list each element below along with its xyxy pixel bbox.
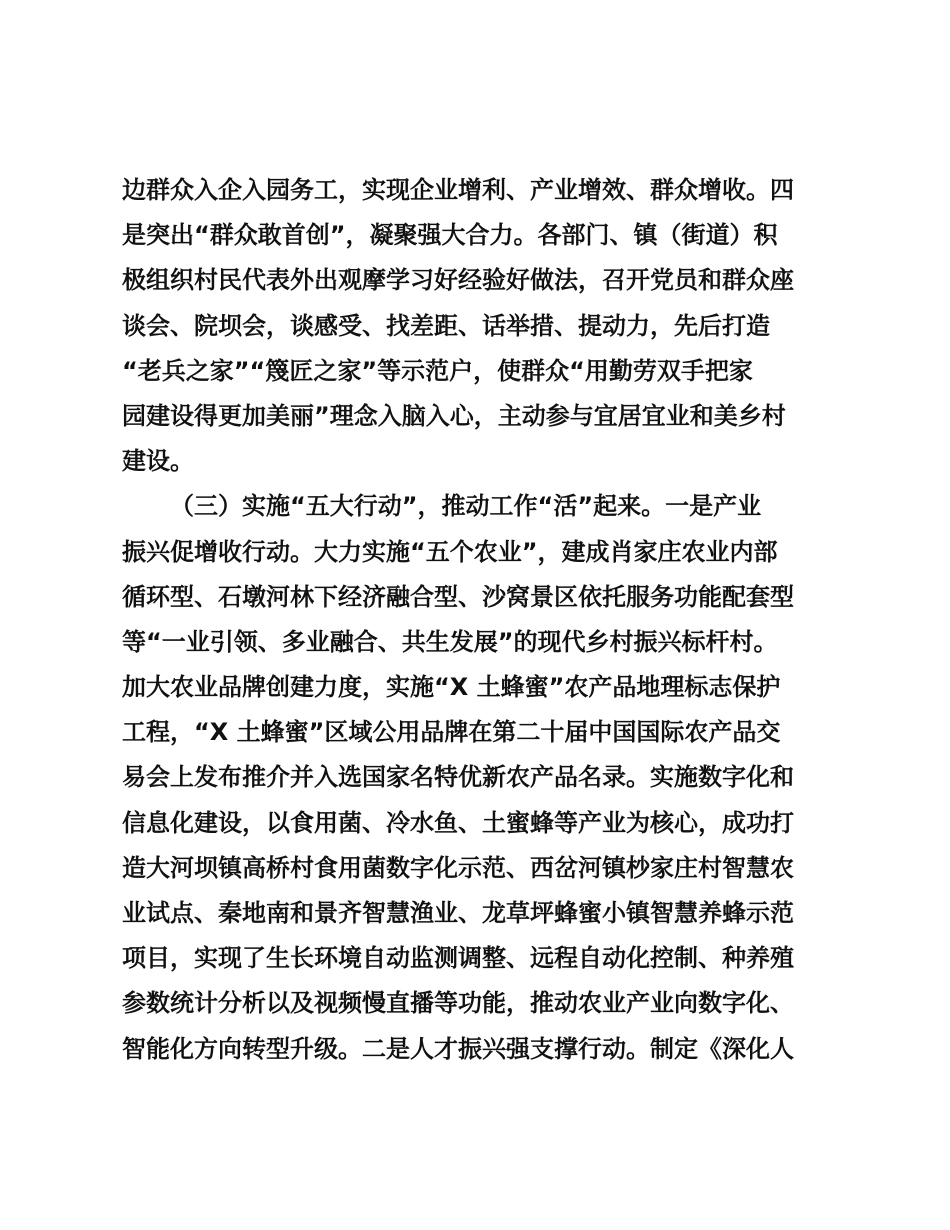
text-line: 造大河坝镇高桥村食用菌数字化示范、西岔河镇杪家庄村智慧农 xyxy=(122,853,794,882)
text-line: 循环型、石墩河林下经济融合型、沙窝景区依托服务功能配套型 xyxy=(122,582,794,611)
text-line: “老兵之家”“篾匠之家”等示范户，使群众“用勤劳双手把家 xyxy=(122,356,753,385)
section-heading-line: （三）实施“五大行动”，推动工作“活”起来。一是产业 xyxy=(170,492,762,521)
text-line: 谈会、院坝会，谈感受、找差距、话举措、提动力，先后打造 xyxy=(122,311,770,340)
text-line: 智能化方向转型升级。二是人才振兴强支撑行动。制定《深化人 xyxy=(122,1034,794,1063)
text-line: 易会上发布推介并入选国家名特优新农产品名录。实施数字化和 xyxy=(122,763,794,792)
text-line: 业试点、秦地南和景齐智慧渔业、龙草坪蜂蜜小镇智慧养蜂示范 xyxy=(122,899,794,927)
text-line: 信息化建设，以食用菌、冷水鱼、土蜜蜂等产业为核心，成功打 xyxy=(122,808,794,837)
text-line: 等“一业引领、多业融合、共生发展”的现代乡村振兴标杆村。 xyxy=(122,627,778,656)
text-line: 参数统计分析以及视频慢直播等功能，推动农业产业向数字化、 xyxy=(122,989,794,1018)
body-text xyxy=(122,168,828,1072)
text-line: 振兴促增收行动。大力实施“五个农业”，建成肖家庄农业内部 xyxy=(122,537,778,566)
text-line: 是突出“群众敢首创”，凝聚强大合力。各部门、镇（街道）积 xyxy=(122,221,778,250)
text-line: 建设。 xyxy=(122,447,194,476)
text-line: 边群众入企入园务工，实现企业增利、产业增效、群众增收。四 xyxy=(122,176,794,204)
text-line: 工程，“X 土蜂蜜”区域公用品牌在第二十届中国国际农产品交 xyxy=(122,718,781,747)
text-line: 项目，实现了生长环境自动监测调整、远程自动化控制、种养殖 xyxy=(122,944,794,973)
text-line: 加大农业品牌创建力度，实施“X 土蜂蜜”农产品地理标志保护 xyxy=(122,673,781,702)
text-line: 极组织村民代表外出观摩学习好经验好做法，召开党员和群众座 xyxy=(122,266,794,295)
text-line: 园建设得更加美丽”理念入脑入心，主动参与宜居宜业和美乡村 xyxy=(122,401,786,430)
